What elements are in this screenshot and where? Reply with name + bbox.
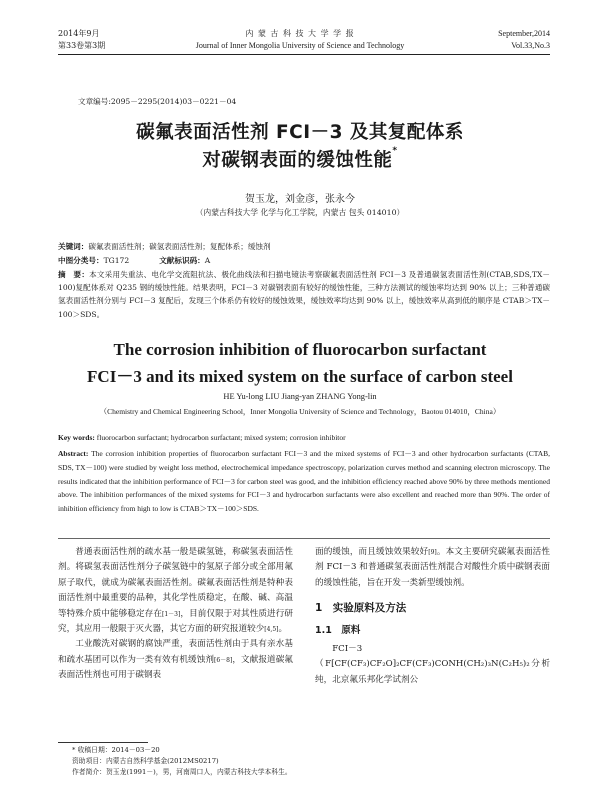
section-heading-1: 1 实验原料及方法 (315, 602, 407, 615)
affiliation-en: （Chemistry and Chemical Engineering School，Inner Mongolia University of Science and Technology，Baotou 014010，China） (99, 407, 501, 416)
header-date: 2014年9月 (58, 29, 100, 38)
keywords-en: Key words: fluorocarbon surfactant; hydrocarbon surfactant; mixed system; corrosion inhibitor (58, 433, 346, 442)
title-cn-line1: 碳氟表面活性剂 FCI－3 及其复配体系 (136, 122, 464, 143)
footnote-rule (58, 742, 148, 743)
footnote-received: * 收稿日期：2014－03－20 (72, 746, 160, 754)
abstract-cn: 摘 要：本文采用失重法、电化学交流阻抗法、极化曲线法和扫描电镜法考察碳氟表面活性剂 FCI－3 及普通碳氢表面活性剂(CTAB,SDS,TX－100)复配体系对 Q235 钢的缓蚀性能。结果表明，FCI－3 对碳钢表面有较好的缓蚀性能，三种方法测试的缓蚀率均达到 90% 以上；三种普通碳氢表面活性剂分别与 FCI－3 复配后，发现三个体系仍有较好的缓蚀效果，缓蚀效率均达到 90% 以上，缓蚀效率从高到低的顺序是 CTAB＞TX－100＞SDS。 (58, 270, 551, 319)
title-en-line2: FCI－3 and its mixed system on the surface of carbon steel (87, 367, 513, 386)
journal-name-en: Journal of Inner Mongolia University of Science and Technology (195, 41, 405, 50)
title-cn-line2: 对碳钢表面的缓蚀性能* (202, 146, 398, 171)
intro-paragraph-2: 工业酸洗对碳钢的腐蚀严重，表面活性剂由于具有亲水基和疏水基团可以作为一类有效有机缓蚀剂[6－8]，文献报道碳氟表面活性剂也可用于碳钢表 (58, 639, 293, 681)
footnote-author: 作者简介：贺玉龙(1991－)，男，河南周口人，内蒙古科技大学本科生。 (72, 768, 292, 776)
header-month-en: September,2014 (498, 29, 550, 38)
body-right-column (315, 545, 550, 688)
materials-paragraph: FCI－3（F[CF(CF₃)CF₂O]₂CF(CF₃)CONH(CH₂)₃N(C₂H₅)₂分析纯，北京氟乐邦化学试剂公 (315, 644, 550, 685)
authors-cn: 贺玉龙，刘金彦，张永今 (245, 194, 355, 205)
authors-en: HE Yu-long LIU Jiang-yan ZHANG Yong-lin (223, 392, 377, 401)
keywords-cn: 关键词：碳氟表面活性剂；碳氢表面活性剂；复配体系；缓蚀剂 (58, 242, 271, 251)
intro-paragraph-1: 普通表面活性剂的疏水基一般是碳氢链，称碳氢表面活性剂。将碳氢表面活性剂分子碳氢链中的氢原子部分或全部用氟原子取代，就成为碳氟表面活性剂。碳氟表面活性剂是特种表面活性剂中最重要的品种，其化学性质稳定，在酸、碱、高温等特殊介质中能够稳定存在[1－3]，目前仅限于对其性质进行研究，其应用一般限于灭火器，其它方面的研究报道较少[4,5]。 (58, 547, 293, 635)
footnote (72, 745, 292, 778)
journal-name-cn: 内 蒙 古 科 技 大 学 学 报 (245, 29, 355, 38)
header-volume-cn: 第33卷第3期 (58, 41, 106, 50)
abstract-rule (58, 538, 550, 539)
body-left-column (58, 545, 293, 684)
abstract-en: Abstract: The corrosion inhibition properties of fluorocarbon surfactant FCI－3 and the mixed systems of FCI－3 and other hydrocarbon surfactants (CTAB, SDS, TX－100) were studied by weight loss method, electrochemical impedance spectroscopy, polarization curves method and scanning electron microscopy. The results indicated that the inhibition performance of FCI－3 for carbon steel was good, and the inhibition efficiency reached above 90% by three methods mentioned above. The inhibition performances of the mixed systems for FCI－3 and hydrocarbon surfactants were also excellent and reached more than 90%. The order of inhibition efficiency from high to low is CTAB＞TX－100＞SDS. (58, 449, 550, 514)
footnote-fund: 资助项目：内蒙古自然科学基金(2012MS0217) (72, 757, 219, 765)
classification: 中图分类号：TG172 文献标识码：A (58, 256, 211, 265)
intro-paragraph-3: 面的缓蚀，而且缓蚀效果较好[9]。本文主要研究碳氟表面活性剂 FCI－3 和普通碳氢表面活性剂混合对酸性介质中碳钢表面的缓蚀性能，旨在开发一类新型缓蚀剂。 (315, 547, 550, 588)
section-heading-1-1: 1.1 原料 (315, 624, 361, 636)
title-en-line1: The corrosion inhibition of fluorocarbon surfactant (113, 340, 487, 359)
header-rule (58, 54, 550, 55)
article-number: 文章编号:2095－2295(2014)03－0221－04 (78, 97, 237, 106)
affiliation-cn: （内蒙古科技大学 化学与化工学院，内蒙古 包头 014010） (195, 208, 405, 217)
header-volume-en: Vol.33,No.3 (511, 41, 550, 50)
